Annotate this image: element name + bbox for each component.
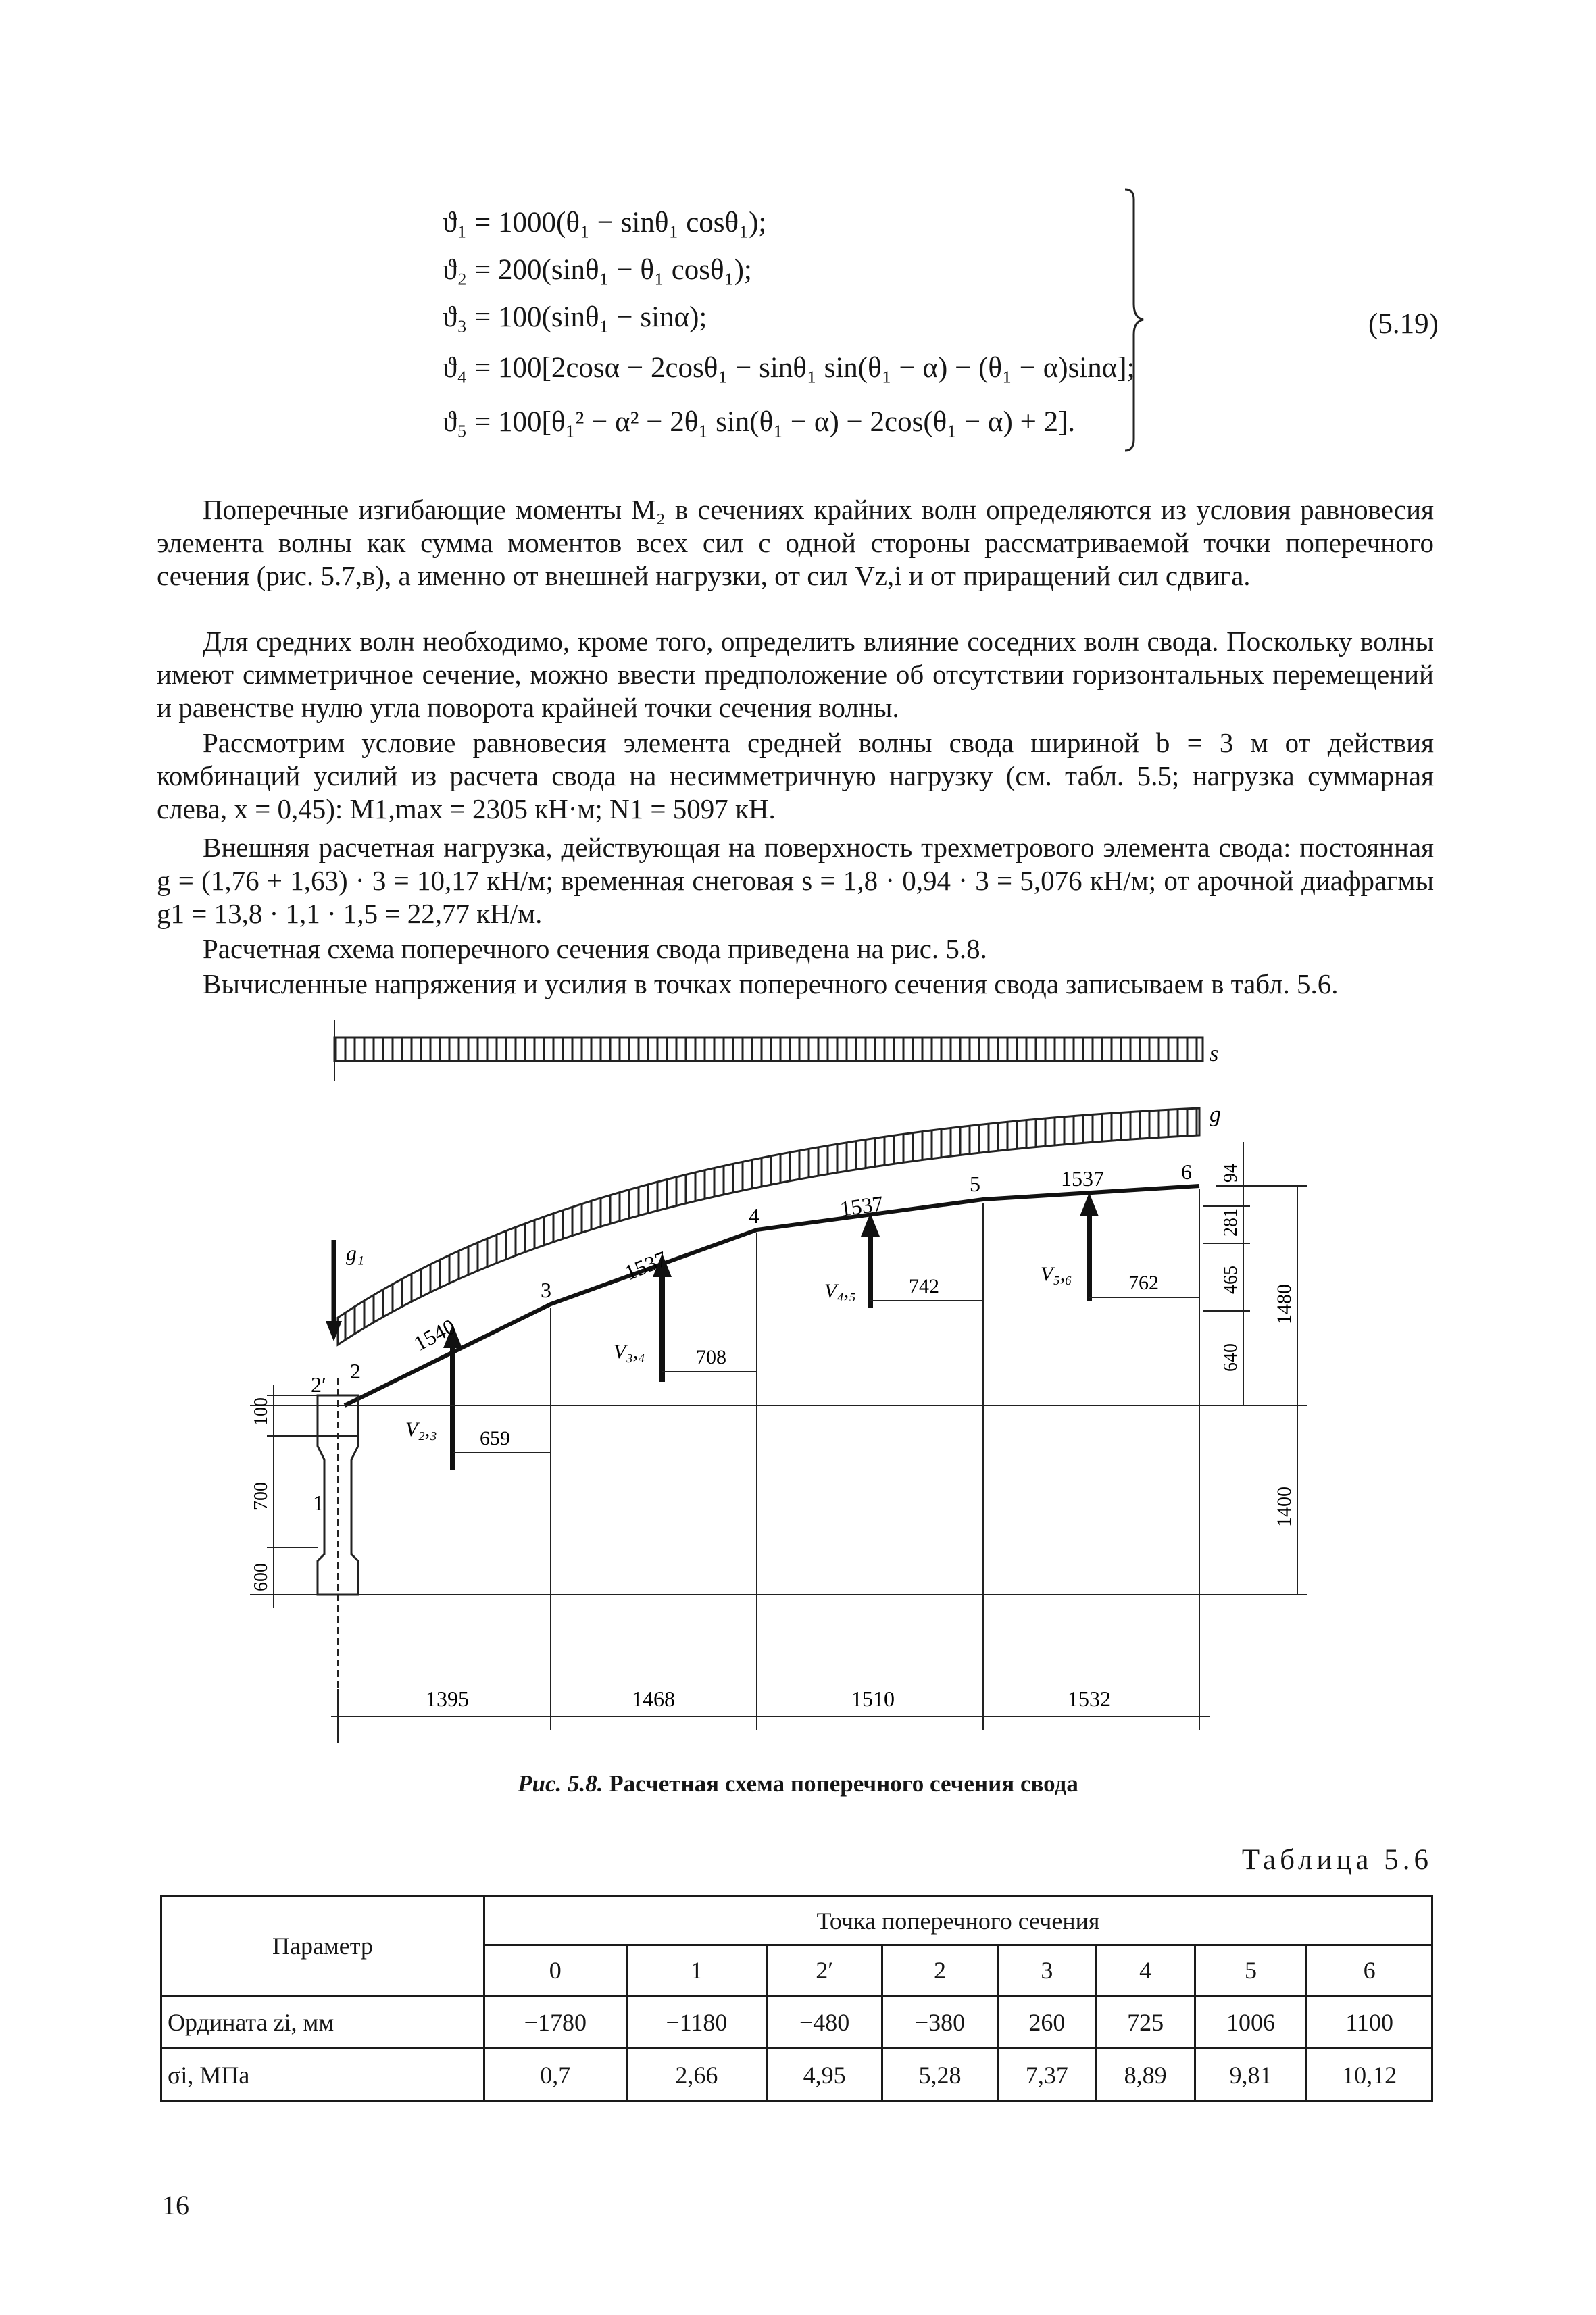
left-dim-700: 700 bbox=[251, 1482, 272, 1510]
table-cell: −480 bbox=[767, 1996, 882, 2049]
table-cell: 1100 bbox=[1307, 1996, 1432, 2049]
table-point-header: 5 bbox=[1195, 1945, 1307, 1996]
right-dim-640: 640 bbox=[1220, 1343, 1241, 1372]
table-cell: −1780 bbox=[484, 1996, 627, 2049]
table-row bbox=[161, 1996, 1432, 2049]
table-point-header: 2′ bbox=[767, 1945, 882, 1996]
g1-label: g₁ bbox=[346, 1241, 365, 1265]
table-point-header: 1 bbox=[626, 1945, 767, 1996]
left-dim-600: 600 bbox=[251, 1563, 272, 1591]
data-table bbox=[160, 1895, 1433, 2102]
table-cell: −380 bbox=[882, 1996, 998, 2049]
page-number: 16 bbox=[162, 2190, 189, 2220]
force-v45-label: V₄,₅ bbox=[824, 1280, 856, 1302]
table-cell: 1006 bbox=[1195, 1996, 1307, 2049]
force-v56-label: V₅,₆ bbox=[1041, 1263, 1072, 1285]
table-param-header: Параметр bbox=[161, 1897, 484, 1996]
force-v34-value: 1537 bbox=[621, 1246, 670, 1285]
formula-line-3: ϑ₃ = 100(sinθ₁ − sinα); bbox=[443, 301, 707, 333]
point-label-2prime: 2′ bbox=[311, 1372, 326, 1397]
table-point-header: 0 bbox=[484, 1945, 627, 1996]
bottom-dim-4: 1532 bbox=[1068, 1687, 1111, 1711]
force-v56-value: 1537 bbox=[1061, 1166, 1104, 1191]
paragraph-4: Внешняя расчетная нагрузка, действующая на поверхность трехметрового элемента свода: постоянная g = (1,76 + 1,63) · 3 = 10,17 кН/м; временная снеговая s = 1,8 · 0,94 · 3 = 5,076 кН/м; от арочной диафрагмы g1 = 13,8 · 1,1 · 1,5 = 22,77 кН/м. bbox=[157, 832, 1434, 929]
force-v23-label: V₂,₃ bbox=[405, 1418, 437, 1441]
point-label-6: 6 bbox=[1181, 1160, 1192, 1184]
paragraph-2: Для средних волн необходимо, кроме того, определить влияние соседних волн свода. Поскольку волны имеют симметричное сечение, можно ввести предположение об отсутствии горизонтальных перемещений и равенстве нулю угла поворота крайней точки сечения волны. bbox=[157, 626, 1434, 723]
formula-line-1: ϑ₁ = 1000(θ₁ − sinθ₁ cosθ₁); bbox=[443, 207, 767, 239]
table-cell: 2,66 bbox=[626, 2049, 767, 2101]
right-dim-465: 465 bbox=[1220, 1266, 1241, 1294]
paragraph-1: Поперечные изгибающие моменты M₂ в сечениях крайних волн определяются из условия равновесия элемента волны как сумма моментов всех сил с одной стороны рассматриваемой точки поперечного сечения (рис. 5.7,в), а именно от внешней нагрузки, от сил Vz,i и от приращений сил сдвига. bbox=[157, 494, 1434, 591]
table-point-header: 3 bbox=[997, 1945, 1096, 1996]
table-cell: 7,37 bbox=[997, 2049, 1096, 2101]
table-cell: 725 bbox=[1096, 1996, 1195, 2049]
formula-line-2: ϑ₂ = 200(sinθ₁ − θ₁ cosθ₁); bbox=[443, 254, 752, 286]
point-label-2: 2 bbox=[350, 1359, 361, 1383]
table-group-header: Точка поперечного сечения bbox=[484, 1897, 1432, 1945]
arch-chord bbox=[345, 1186, 1199, 1405]
table-row-label: Ордината zi, мм bbox=[161, 1996, 484, 2049]
table-cell: 9,81 bbox=[1195, 2049, 1307, 2101]
formula-line-4: ϑ₄ = 100[2cosα − 2cosθ₁ − sinθ₁ sin(θ₁ − α) − (θ₁ − α)sinα]; bbox=[443, 352, 1135, 384]
point-label-4: 4 bbox=[749, 1203, 759, 1228]
right-total-1480: 1480 bbox=[1273, 1284, 1295, 1324]
snow-load-strip bbox=[334, 1037, 1203, 1061]
snow-load-label: s bbox=[1210, 1041, 1219, 1066]
diaphragm-section bbox=[318, 1378, 358, 1743]
table-row bbox=[161, 2049, 1432, 2101]
force-v56-arm: 762 bbox=[1128, 1272, 1159, 1294]
force-v34-arm: 708 bbox=[696, 1346, 726, 1368]
table-point-header: 4 bbox=[1096, 1945, 1195, 1996]
table-point-header: 6 bbox=[1307, 1945, 1432, 1996]
left-dim-100: 100 bbox=[251, 1397, 272, 1426]
table-cell: 8,89 bbox=[1096, 2049, 1195, 2101]
table-cell: 4,95 bbox=[767, 2049, 882, 2101]
point-label-1: 1 bbox=[313, 1491, 324, 1515]
force-v23-value: 1540 bbox=[409, 1314, 459, 1356]
paragraph-5: Расчетная схема поперечного сечения свода приведена на рис. 5.8. bbox=[203, 933, 987, 964]
table-cell: −1180 bbox=[626, 1996, 767, 2049]
table-cell: 5,28 bbox=[882, 2049, 998, 2101]
paragraph-6: Вычисленные напряжения и усилия в точках поперечного сечения свода записываем в табл. 5.6. bbox=[203, 968, 1339, 999]
force-v34-label: V₃,₄ bbox=[614, 1341, 645, 1363]
force-v45-arm: 742 bbox=[909, 1275, 939, 1297]
bottom-dim-3: 1510 bbox=[851, 1687, 895, 1711]
right-total-1400: 1400 bbox=[1273, 1487, 1295, 1527]
table-cell: 0,7 bbox=[484, 2049, 627, 2101]
point-label-3: 3 bbox=[541, 1278, 551, 1302]
paragraph-3: Рассмотрим условие равновесия элемента средней волны свода шириной b = 3 м от действия комбинаций усилий из расчета свода на несимметричную нагрузку (см. табл. 5.5; нагрузка суммарная слева, x = 0,45): M1,max = 2305 кН·м; N1 = 5097 кН. bbox=[157, 727, 1434, 824]
point-label-5: 5 bbox=[970, 1172, 980, 1196]
force-v23-arm: 659 bbox=[480, 1427, 510, 1449]
table-cell: 260 bbox=[997, 1996, 1096, 2049]
table-point-header: 2 bbox=[882, 1945, 998, 1996]
figure-caption bbox=[0, 1770, 1596, 1797]
formula-line-5: ϑ₅ = 100[θ₁² − α² − 2θ₁ sin(θ₁ − α) − 2cos(θ₁ − α) + 2]. bbox=[443, 406, 1076, 438]
bottom-dim-2: 1468 bbox=[632, 1687, 675, 1711]
right-dim-94: 94 bbox=[1220, 1164, 1241, 1183]
right-dim-281: 281 bbox=[1220, 1208, 1241, 1237]
permanent-load-label: g bbox=[1210, 1102, 1221, 1127]
figure-caption-number: Рис. 5.8. bbox=[518, 1770, 603, 1797]
table-cell: 10,12 bbox=[1307, 2049, 1432, 2101]
left-dimension-chain bbox=[267, 1385, 318, 1608]
table-title: Таблица 5.6 bbox=[1241, 1844, 1432, 1876]
force-v45-value: 1537 bbox=[838, 1191, 885, 1221]
formula-number: (5.19) bbox=[1368, 308, 1439, 340]
bottom-dim-1: 1395 bbox=[426, 1687, 469, 1711]
figure-caption-text: Расчетная схема поперечного сечения свода bbox=[609, 1770, 1078, 1797]
table-row-label: σi, МПа bbox=[161, 2049, 484, 2101]
